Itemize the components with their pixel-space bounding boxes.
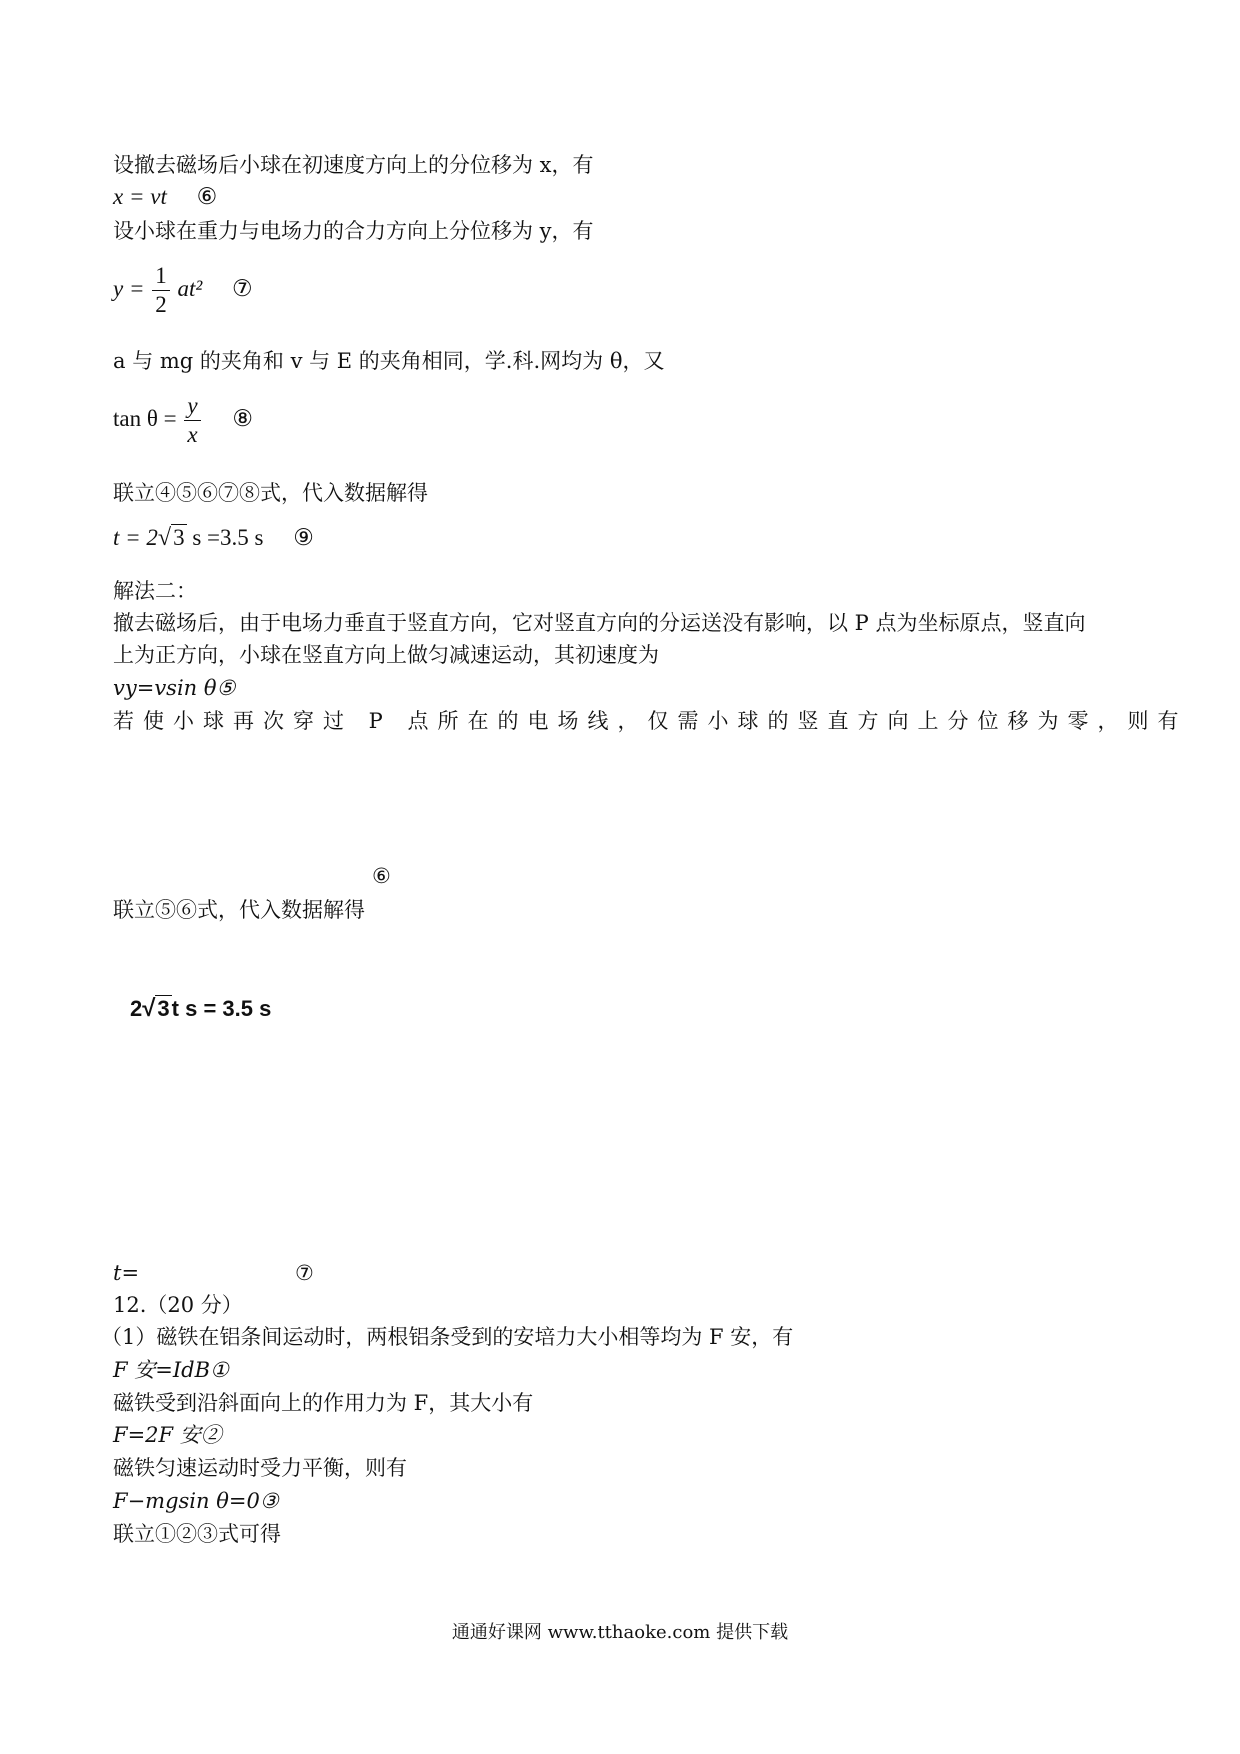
radical-sign: √ (142, 995, 156, 1022)
square-root (158, 525, 187, 551)
equation-6-body: x = vt (113, 184, 167, 209)
equation-6-tag: ⑥ (196, 184, 218, 209)
text-line-19: （1）磁铁在铝条间运动时，两根铝条受到的安培力大小相等均为 F 安，有 (101, 1325, 794, 1349)
text-line-10: 撤去磁场后，由于电场力垂直于竖直方向，它对竖直方向的分运送没有影响，以 P 点为坐标原点，竖直向 (113, 611, 1086, 635)
page-footer: 通通好课网 www.tthaoke.com 提供下载 (451, 1622, 789, 1643)
text-line-15: 联立⑤⑥式，代入数据解得 (113, 898, 365, 922)
fraction-y-over-x (184, 392, 200, 449)
text-line-9: 解法二： (113, 579, 197, 603)
text-line-7: 联立④⑤⑥⑦⑧式，代入数据解得 (113, 481, 428, 505)
equation-9-post: s =3.5 s (186, 525, 264, 550)
radicand: 3 (173, 525, 185, 550)
fraction-numerator: y (184, 392, 200, 421)
fraction-denominator: 2 (155, 292, 167, 317)
fraction-denominator: x (187, 422, 198, 447)
equation-7-rhs: at² (177, 275, 203, 301)
fraction-one-half (152, 262, 170, 319)
text-line-22: F=2F 安② (113, 1423, 222, 1447)
equation-7 (113, 262, 253, 319)
equation-9-pre: t = 2 (113, 525, 158, 550)
radicand: 3 (157, 996, 170, 1021)
equation-7-second-tag: ⑦ (295, 1261, 314, 1285)
bold-eq-post: t s = 3.5 s (171, 996, 272, 1021)
equation-7-second-lhs: t= (113, 1261, 140, 1285)
text-line-5: a 与 mg 的夹角和 v 与 E 的夹角相同，学.科.网均为 θ，又 (113, 349, 665, 373)
text-line-20: F 安=IdB① (113, 1358, 229, 1382)
text-line-13: 若使小球再次穿过 P 点所在的电场线，仅需小球的竖直方向上分位移为零，则有 (113, 709, 1188, 733)
text-line-18: 12.（20 分） (113, 1293, 243, 1317)
text-line-24: F−mgsin θ=0③ (113, 1489, 279, 1513)
equation-7-lhs: y = (113, 275, 145, 301)
square-root (142, 996, 171, 1022)
equation-9-tag: ⑨ (293, 525, 314, 550)
equation-9 (113, 525, 314, 551)
equation-8 (113, 392, 253, 449)
fraction-numerator: 1 (152, 262, 170, 291)
text-line-12: vy=vsin θ⑤ (113, 676, 236, 700)
equation-8-tag: ⑧ (232, 405, 253, 431)
equation-7-second (113, 1260, 314, 1286)
bold-result-equation (130, 996, 271, 1022)
radical-sign: √ (157, 525, 172, 551)
text-line-21: 磁铁受到沿斜面向上的作用力为 F，其大小有 (113, 1391, 534, 1415)
equation-tag-6: ⑥ (372, 864, 391, 888)
equation-7-tag: ⑦ (232, 275, 253, 301)
text-line-25: 联立①②③式可得 (113, 1522, 281, 1546)
text-line-11: 上为正方向，小球在竖直方向上做匀减速运动，其初速度为 (113, 643, 659, 667)
equation-8-lhs: tan θ = (113, 405, 177, 431)
text-line-23: 磁铁匀速运动时受力平衡，则有 (113, 1456, 407, 1480)
text-line-3: 设小球在重力与电场力的合力方向上分位移为 y，有 (113, 219, 594, 243)
equation-6 (113, 184, 217, 210)
bold-eq-pre: 2 (130, 996, 143, 1021)
text-line-1: 设撤去磁场后小球在初速度方向上的分位移为 x，有 (113, 153, 594, 177)
